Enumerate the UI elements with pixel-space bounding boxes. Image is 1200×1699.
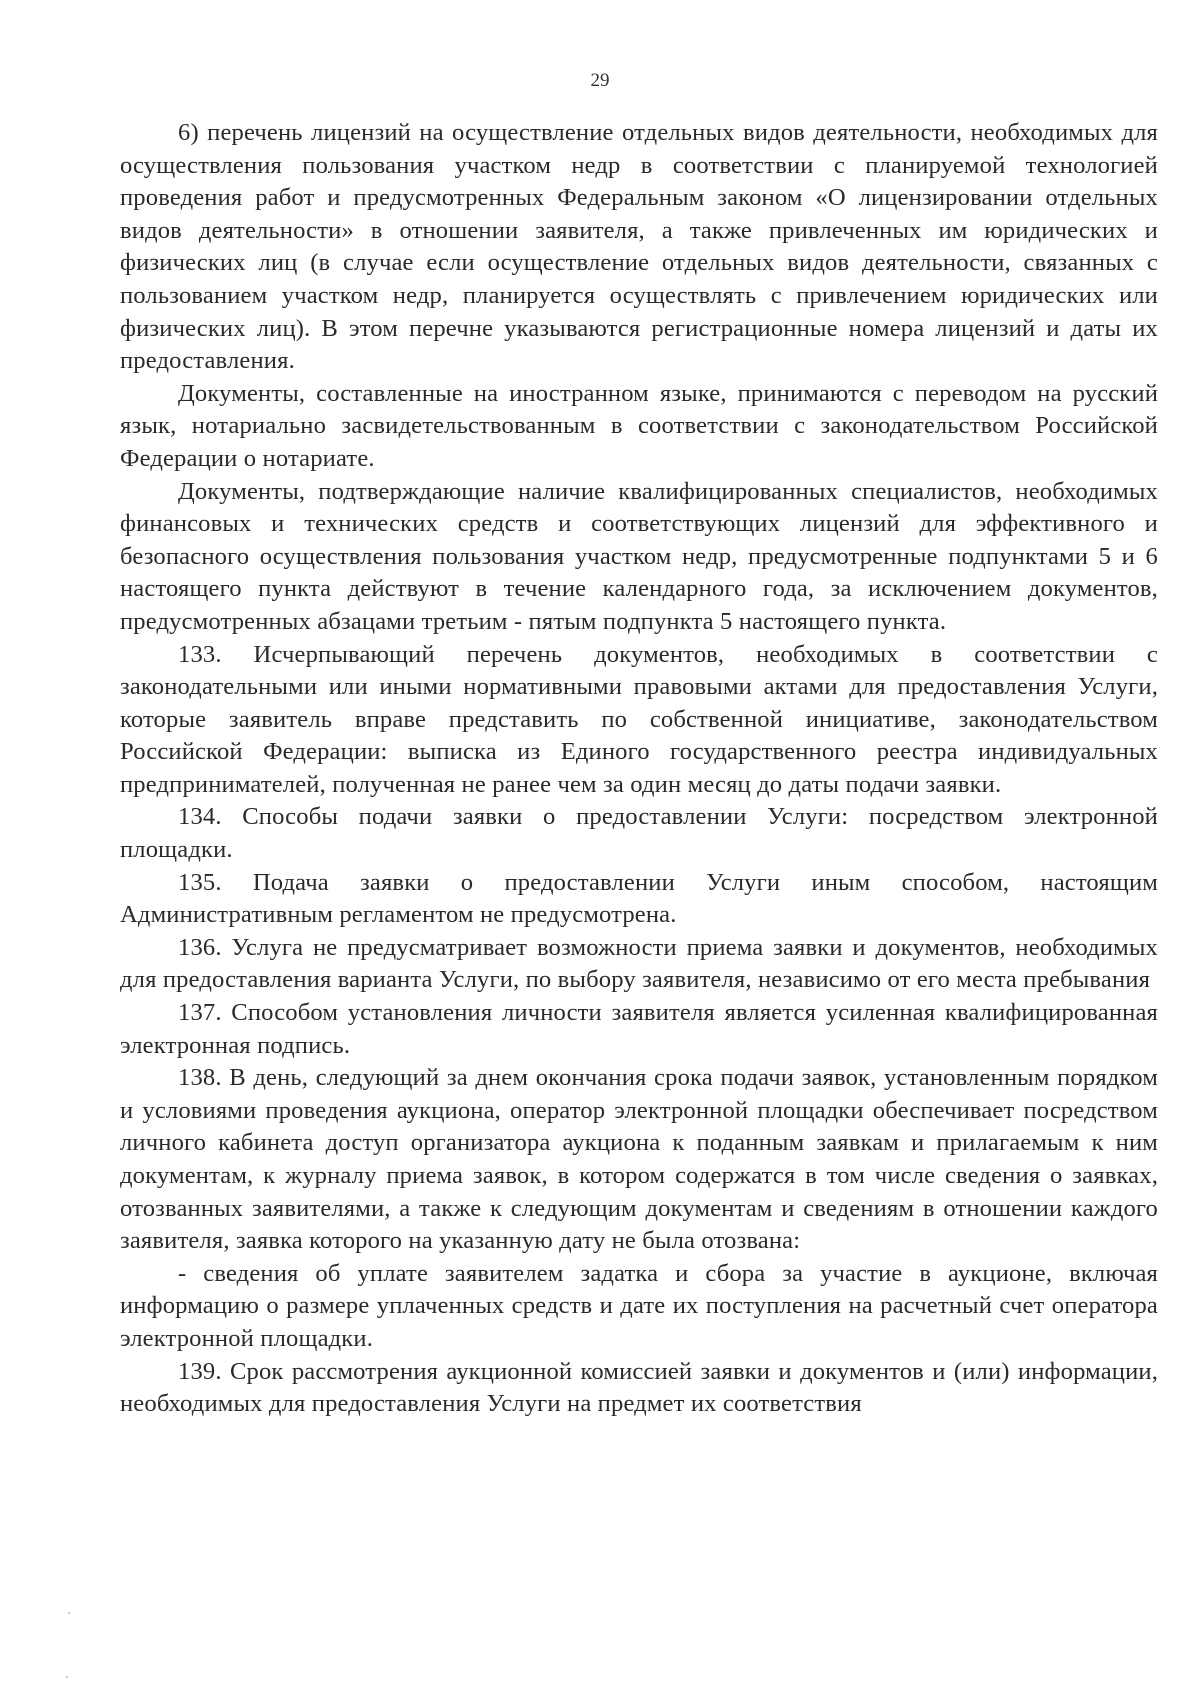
dash-list-item: - сведения об уплате заявителем задатка и сбора за участие в аукционе, включая информацию о размере уплаченных средств и дате их поступления на расчетный счет оператора электронной площадки.	[120, 1259, 1158, 1352]
scan-speck	[68, 1612, 70, 1614]
paragraph-133: 133. Исчерпывающий перечень документов, необходимых в соответствии с законодательными или иными нормативными правовыми актами для предоставления Услуги, которые заявитель вправе представить по собственной инициативе, законодательством Российской Федерации: выписка из Единого государственного реестра индивидуальных предпринимателей, полученная не ранее чем за один месяц до даты подачи заявки.	[120, 640, 1158, 798]
document-body	[120, 117, 1158, 1421]
page-number: 29	[590, 70, 610, 91]
paragraph-item-6-licenses: 6) перечень лицензий на осуществление отдельных видов деятельности, необходимых для осуществления пользования участком недр в соответствии с планируемой технологией проведения работ и предусмотренных Федеральным законом «О лицензировании отдельных видов деятельности» в отношении заявителя, а также привлеченных им юридических и физических лиц (в случае если осуществление отдельных видов деятельности, связанных с пользованием участком недр, планируется осуществлять с привлечением юридических или физических лиц). В этом перечне указываются регистрационные номера лицензий и даты их предоставления.	[120, 119, 1158, 375]
scan-speck	[66, 1676, 68, 1678]
paragraph-foreign-language-documents: Документы, составленные на иностранном языке, принимаются с переводом на русский язык, нотариально засвидетельствованным в соответствии с законодательством Российской Федерации о нотариате.	[120, 379, 1158, 472]
paragraph-documents-validity: Документы, подтверждающие наличие квалифицированных специалистов, необходимых финансовых и технических средств и соответствующих лицензий для эффективного и безопасного осуществления пользования участком недр, предусмотренные подпунктами 5 и 6 настоящего пункта действуют в течение календарного года, за исключением документов, предусмотренных абзацами третьим - пятым подпункта 5 настоящего пункта.	[120, 477, 1158, 635]
paragraph-138: 138. В день, следующий за днем окончания срока подачи заявок, установленным порядком и условиями проведения аукциона, оператор электронной площадки обеспечивает посредством личного кабинета доступ организатора аукциона к поданным заявкам и прилагаемым к ним документам, к журналу приема заявок, в котором содержатся в том числе сведения о заявках, отозванных заявителями, а также к следующим документам и сведениям в отношении каждого заявителя, заявка которого на указанную дату не была отозвана:	[120, 1064, 1158, 1255]
paragraph-139: 139. Срок рассмотрения аукционной комиссией заявки и документов и (или) информации, необходимых для предоставления Услуги на предмет их соответствия	[120, 1357, 1158, 1418]
paragraph-136: 136. Услуга не предусматривает возможности приема заявки и документов, необходимых для предоставления варианта Услуги, по выбору заявителя, независимо от его места пребывания	[120, 933, 1158, 994]
paragraph-137: 137. Способом установления личности заявителя является усиленная квалифицированная электронная подпись.	[120, 999, 1158, 1059]
paragraph-135: 135. Подача заявки о предоставлении Услуги иным способом, настоящим Административным регламентом не предусмотрена.	[120, 868, 1158, 929]
paragraph-134: 134. Способы подачи заявки о предоставлении Услуги: посредством электронной площадки.	[120, 803, 1158, 864]
